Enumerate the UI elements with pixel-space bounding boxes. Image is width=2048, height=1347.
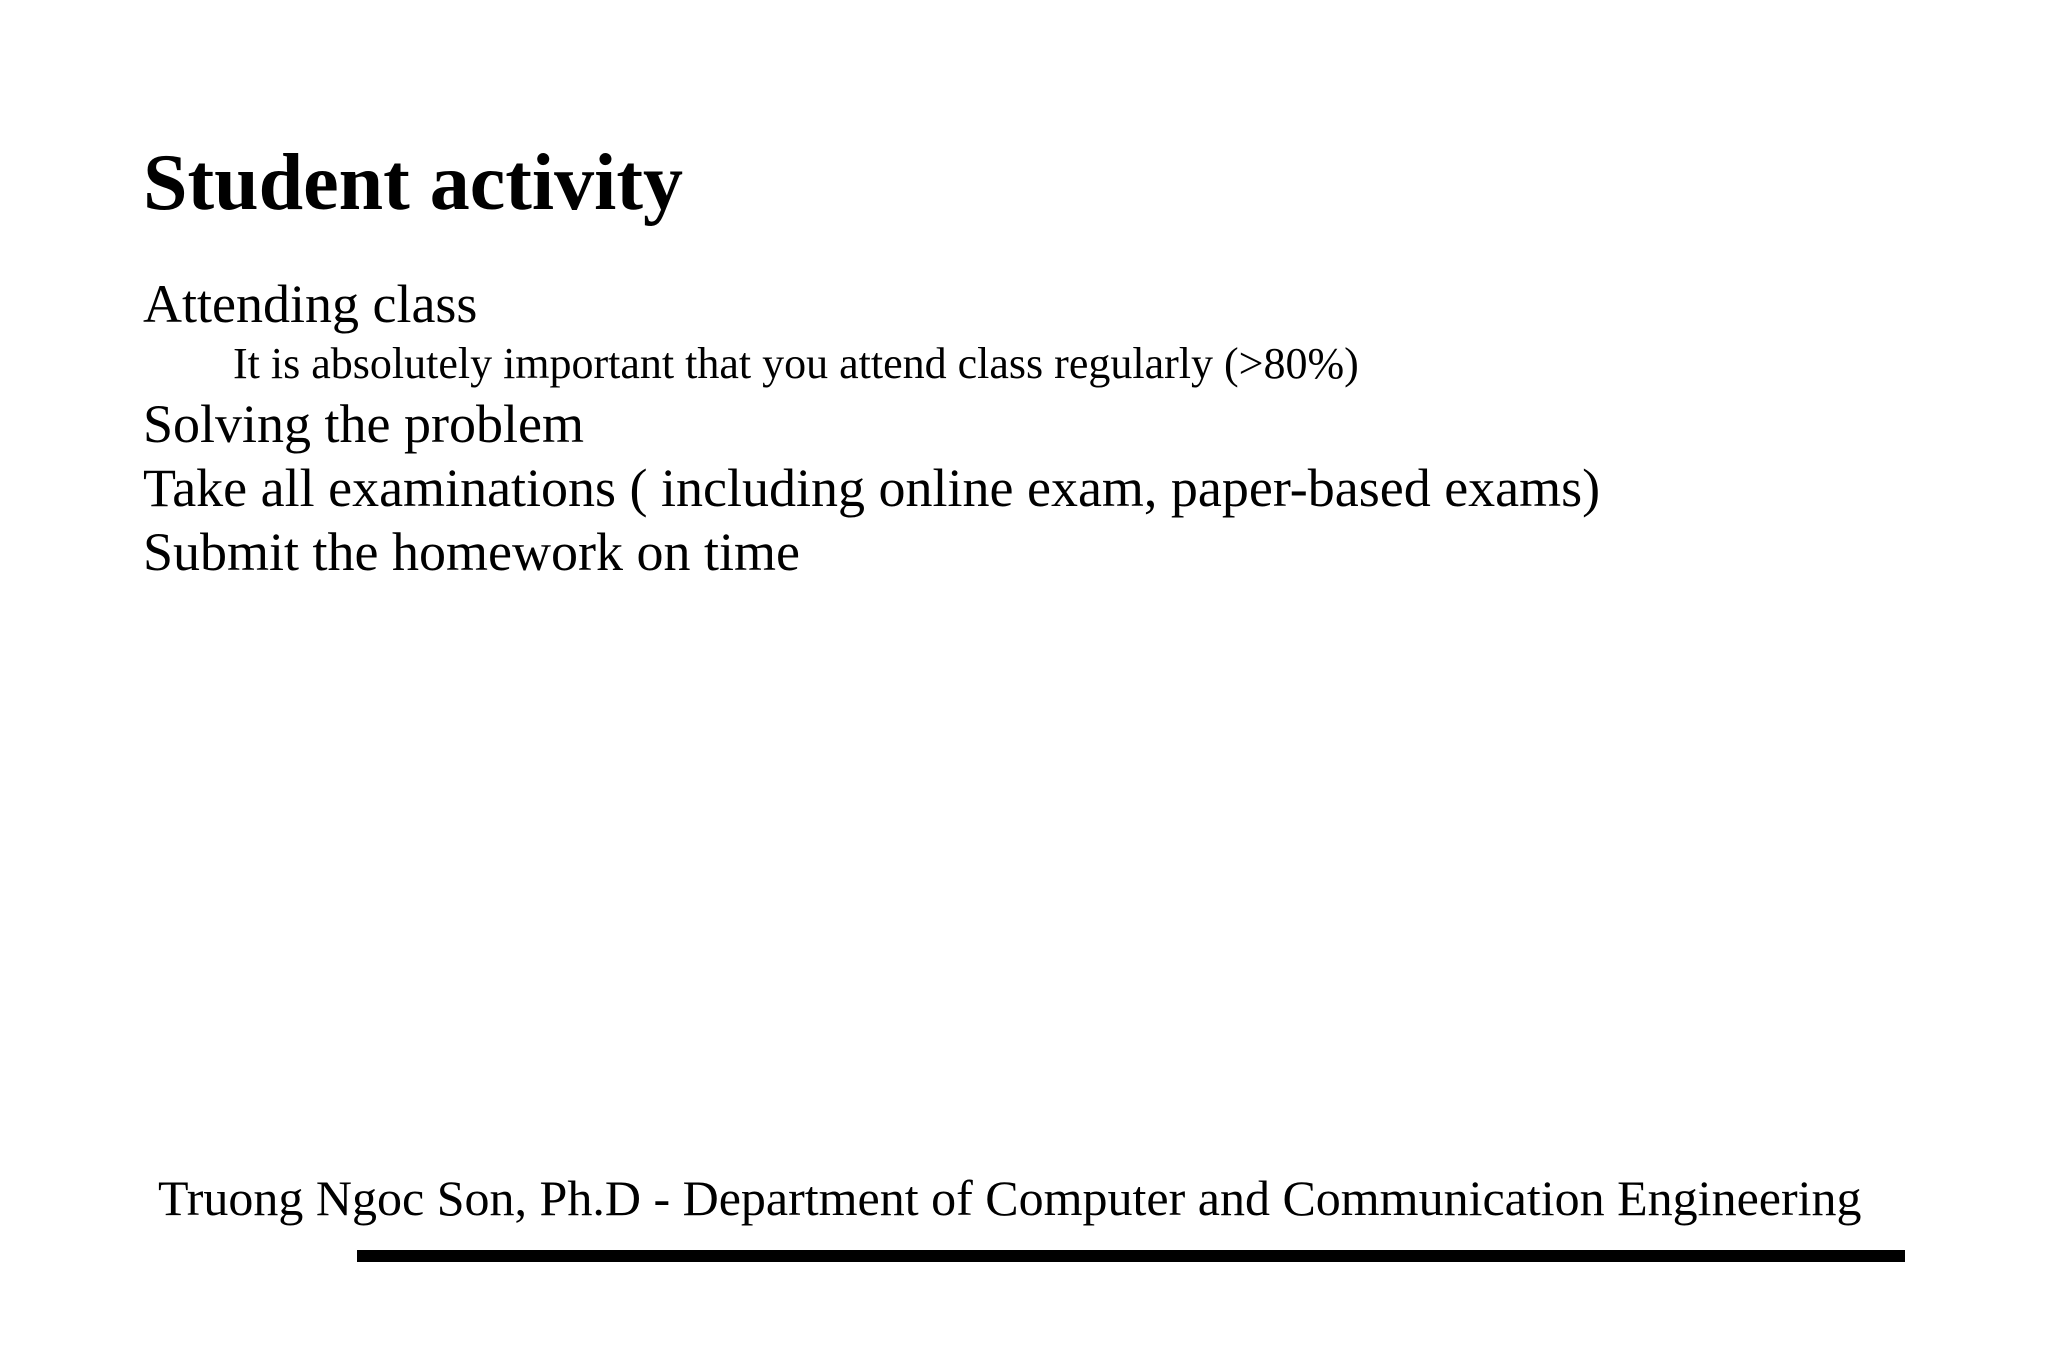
bullet-list xyxy=(143,272,1600,584)
footer-author: Truong Ngoc Son, Ph.D - Department of Computer and Communication Engineering xyxy=(158,1170,1862,1226)
bullet-item: Submit the homework on time xyxy=(143,522,800,582)
sub-bullet-item: It is absolutely important that you attend class regularly (>80%) xyxy=(233,339,1359,388)
bullet-item: Attending class xyxy=(143,274,478,334)
bullet-item: Solving the problem xyxy=(143,394,584,454)
footer-divider xyxy=(357,1250,1905,1262)
bullet-item: Take all examinations ( including online exam, paper-based exams) xyxy=(143,458,1601,518)
slide-title: Student activity xyxy=(143,139,683,227)
